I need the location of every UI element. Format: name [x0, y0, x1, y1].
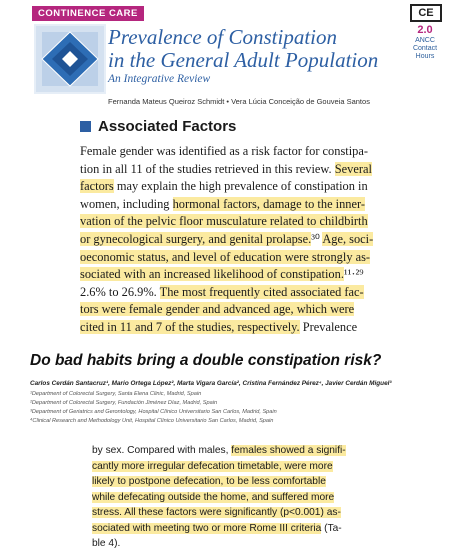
text-line	[92, 505, 392, 521]
section-badge: CONTINENCE CARE	[32, 6, 144, 21]
text-line	[80, 178, 400, 196]
text-line	[92, 521, 392, 537]
highlighted-text: females showed a signifi-	[231, 445, 346, 456]
journal-logo-icon	[34, 24, 106, 94]
body-paragraph	[80, 143, 400, 337]
text-span: ¹¹·²⁹	[343, 267, 364, 282]
affiliation-line: ¹Department of Colorectal Surgery, Santa Elena Clinic, Madrid, Spain	[30, 391, 202, 397]
text-line	[80, 301, 400, 319]
text-span: Prevalence	[299, 319, 358, 334]
text-span: may explain the high prevalence of constipation in	[113, 179, 368, 194]
text-line	[80, 213, 400, 231]
text-line	[80, 231, 400, 249]
highlighted-text: or gynecological surgery, and genital prolapse.	[80, 231, 312, 246]
ce-caption-line: Hours	[415, 53, 435, 60]
article-title	[108, 26, 378, 72]
article-title-line: Prevalence of Constipation	[108, 25, 338, 49]
ce-hours-value: 2.0	[417, 24, 433, 36]
second-body-paragraph	[92, 443, 392, 552]
section-heading: Associated Factors	[98, 118, 237, 135]
ce-caption-line: ANCC	[415, 37, 435, 44]
highlighted-text: Age, soci-	[322, 231, 374, 246]
highlighted-text: hormonal factors, damage to the inner-	[172, 196, 366, 211]
article-subtitle: An Integrative Review	[108, 73, 211, 85]
text-line	[80, 196, 400, 214]
highlighted-text: The most frequently cited associated fac-	[159, 284, 364, 299]
text-line	[80, 284, 400, 302]
highlighted-text: factors	[80, 179, 114, 194]
affiliation-line: ²Department of Colorectal Surgery, Fundación Jiménez Díaz, Madrid, Spain	[30, 400, 218, 406]
text-span: tion in all 11 of the studies retrieved in this review.	[80, 161, 335, 176]
highlighted-text: likely to postpone defecation, to be less comfortable	[92, 476, 326, 487]
text-span: by sex. Compared with males,	[92, 445, 232, 456]
affiliation-line: ³Department of Geriatrics and Gerontology, Hospital Clínico Universitario San Carlos, Madrid, Spain	[30, 409, 277, 415]
article-authors: Fernanda Mateus Queiroz Schmidt • Vera Lúcia Conceição de Gouveia Santos	[108, 97, 370, 106]
text-line	[80, 143, 400, 161]
text-span: ³⁰	[311, 231, 323, 246]
text-span: (Ta-	[321, 522, 342, 534]
highlighted-text: cantly more irregular defecation timetable, were more	[92, 460, 333, 472]
second-article-authors: Carlos Cerdán Santacruz¹, Mario Ortega López², Marta Vigara García², Cristina Fernández Pérez⁴, Javier Cerdán Miguel³	[30, 380, 392, 387]
text-line	[92, 459, 392, 475]
highlighted-text: Several	[334, 161, 372, 176]
ce-hours-caption	[402, 37, 448, 61]
text-line	[80, 161, 400, 179]
affiliation-line: ⁴Clinical Research and Methodology Unit, Hospital Clínico Universitario San Carlos, Madrid, Spain	[30, 418, 274, 424]
second-article-title: Do bad habits bring a double constipation risk?	[30, 352, 382, 369]
highlighted-text: vation of the pelvic floor musculature related to childbirth	[80, 214, 368, 229]
text-line	[80, 319, 400, 337]
highlighted-text: tors were female gender and advanced age, which were	[80, 302, 355, 317]
highlighted-text: cited in 11 and 7 of the studies, respectively.	[80, 319, 300, 334]
text-span: women, including	[80, 196, 173, 211]
highlighted-text: sociated with an increased likelihood of constipation.	[80, 267, 344, 282]
ce-badge: CE	[410, 4, 442, 22]
article-title-line: in the General Adult Population	[108, 48, 379, 72]
text-span: 2.6% to 26.9%.	[80, 284, 160, 299]
highlighted-text: while defecating outside the home, and suffered more	[92, 491, 335, 503]
highlighted-text: oeconomic status, and level of education were strongly as-	[80, 249, 371, 264]
text-line	[80, 266, 400, 284]
text-line	[92, 474, 392, 490]
highlighted-text: sociated with meeting two or more Rome III criteria	[92, 522, 322, 534]
text-span: Female gender was identified as a risk factor for constipa-	[80, 144, 368, 158]
text-line	[92, 490, 392, 506]
highlighted-text: stress. All these factors were significantly (p<0.001) as-	[92, 507, 341, 518]
section-marker	[80, 121, 91, 132]
text-line	[92, 443, 392, 459]
text-span: ble 4).	[92, 538, 121, 549]
ce-caption-line: Contact	[412, 45, 438, 52]
text-line	[92, 536, 392, 552]
text-line	[80, 249, 400, 267]
